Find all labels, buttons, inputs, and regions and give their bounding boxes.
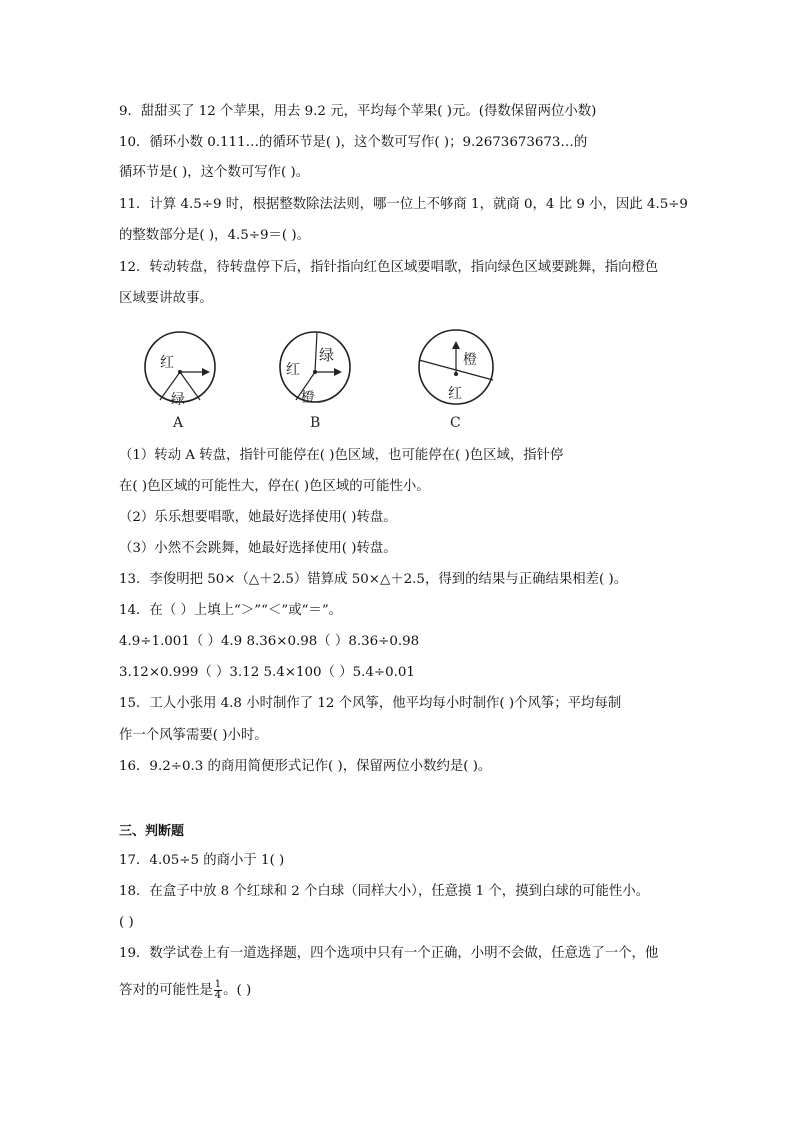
question-9: 9．甜甜买了 12 个苹果，用去 9.2 元，平均每个苹果( )元。(得数保留两位小数) <box>119 104 597 119</box>
spinner-c-orange-label: 橙 <box>463 352 477 368</box>
question-19-line1: 19．数学试卷上有一道选择题，四个选项中只有一个正确，小明不会做，任意选了一个，他 <box>119 946 659 961</box>
question-10-line1: 10．循环小数 0.111…的循环节是( )，这个数可写作( )；9.2673673673…的 <box>119 135 588 150</box>
fraction-denominator: 4 <box>214 990 222 1001</box>
spinner-a-caption: A <box>173 415 184 431</box>
question-19-prefix: 答对的可能性是 <box>119 983 213 998</box>
spinner-c <box>419 330 493 431</box>
question-10-line2: 循环节是( )，这个数可写作( )。 <box>119 165 310 180</box>
question-11-line2: 的整数部分是( )，4.5÷9＝( )。 <box>119 228 310 243</box>
question-18-line1: 18．在盒子中放 8 个红球和 2 个白球（同样大小），任意摸 1 个，摸到白球的可能性小。 <box>119 884 650 899</box>
question-12-1-line2: 在( )色区域的可能性大，停在( )色区域的可能性小。 <box>119 479 430 494</box>
spinner-figure <box>138 322 518 434</box>
question-14-row2: 3.12×0.999（ ）3.12 5.4×100（ ）5.4÷0.01 <box>119 665 415 680</box>
question-16: 16．9.2÷0.3 的商用简便形式记作( )，保留两位小数约是( )。 <box>119 759 492 774</box>
question-18-line2: ( ) <box>119 915 134 930</box>
question-11-line1: 11．计算 4.5÷9 时，根据整数除法法则，哪一位上不够商 1，就商 0，4 比 9 小，因此 4.5÷9 <box>119 197 688 212</box>
question-12-3: （3）小然不会跳舞，她最好选择使用( )转盘。 <box>119 541 397 556</box>
fraction-one-quarter <box>214 980 222 1001</box>
spinner-b <box>280 332 350 431</box>
question-17: 17．4.05÷5 的商小于 1( ) <box>119 853 285 868</box>
spinner-b-caption: B <box>310 415 321 431</box>
question-14-row1: 4.9÷1.001（ ）4.9 8.36×0.98（ ）8.36÷0.98 <box>119 634 420 649</box>
question-12-2: （2）乐乐想要唱歌，她最好选择使用( )转盘。 <box>119 510 397 525</box>
spinner-a <box>145 332 215 431</box>
spinner-b-red-label: 红 <box>286 362 300 378</box>
spinner-c-red-label: 红 <box>448 386 462 402</box>
question-12-line2: 区域要讲故事。 <box>119 291 213 306</box>
question-19-suffix: 。( ) <box>223 983 252 998</box>
question-13: 13．李俊明把 50×（△＋2.5）错算成 50×△＋2.5，得到的结果与正确结果相差( )。 <box>119 572 628 587</box>
spinner-a-red-label: 红 <box>160 355 174 371</box>
spinner-b-orange-label: 橙 <box>301 390 315 406</box>
question-19-line2 <box>119 980 684 1001</box>
spinner-c-caption: C <box>450 415 461 431</box>
question-12-1-line1: （1）转动 A 转盘，指针可能停在( )色区域，也可能停在( )色区域，指针停 <box>119 448 564 463</box>
question-14: 14．在（ ）上填上“＞”“＜”或“＝”。 <box>119 603 343 618</box>
section-heading-judgement: 三、判断题 <box>119 824 185 839</box>
question-12-line1: 12．转动转盘，待转盘停下后，指针指向红色区域要唱歌，指向绿色区域要跳舞，指向橙色 <box>119 260 659 275</box>
fraction-numerator: 1 <box>214 979 222 990</box>
question-15-line1: 15．工人小张用 4.8 小时制作了 12 个风筝，他平均每小时制作( )个风筝；平均每制 <box>119 696 622 711</box>
question-15-line2: 作一个风筝需要( )小时。 <box>119 728 268 743</box>
spinner-b-green-label: 绿 <box>319 346 335 364</box>
spinner-a-green-label: 绿 <box>171 392 185 408</box>
